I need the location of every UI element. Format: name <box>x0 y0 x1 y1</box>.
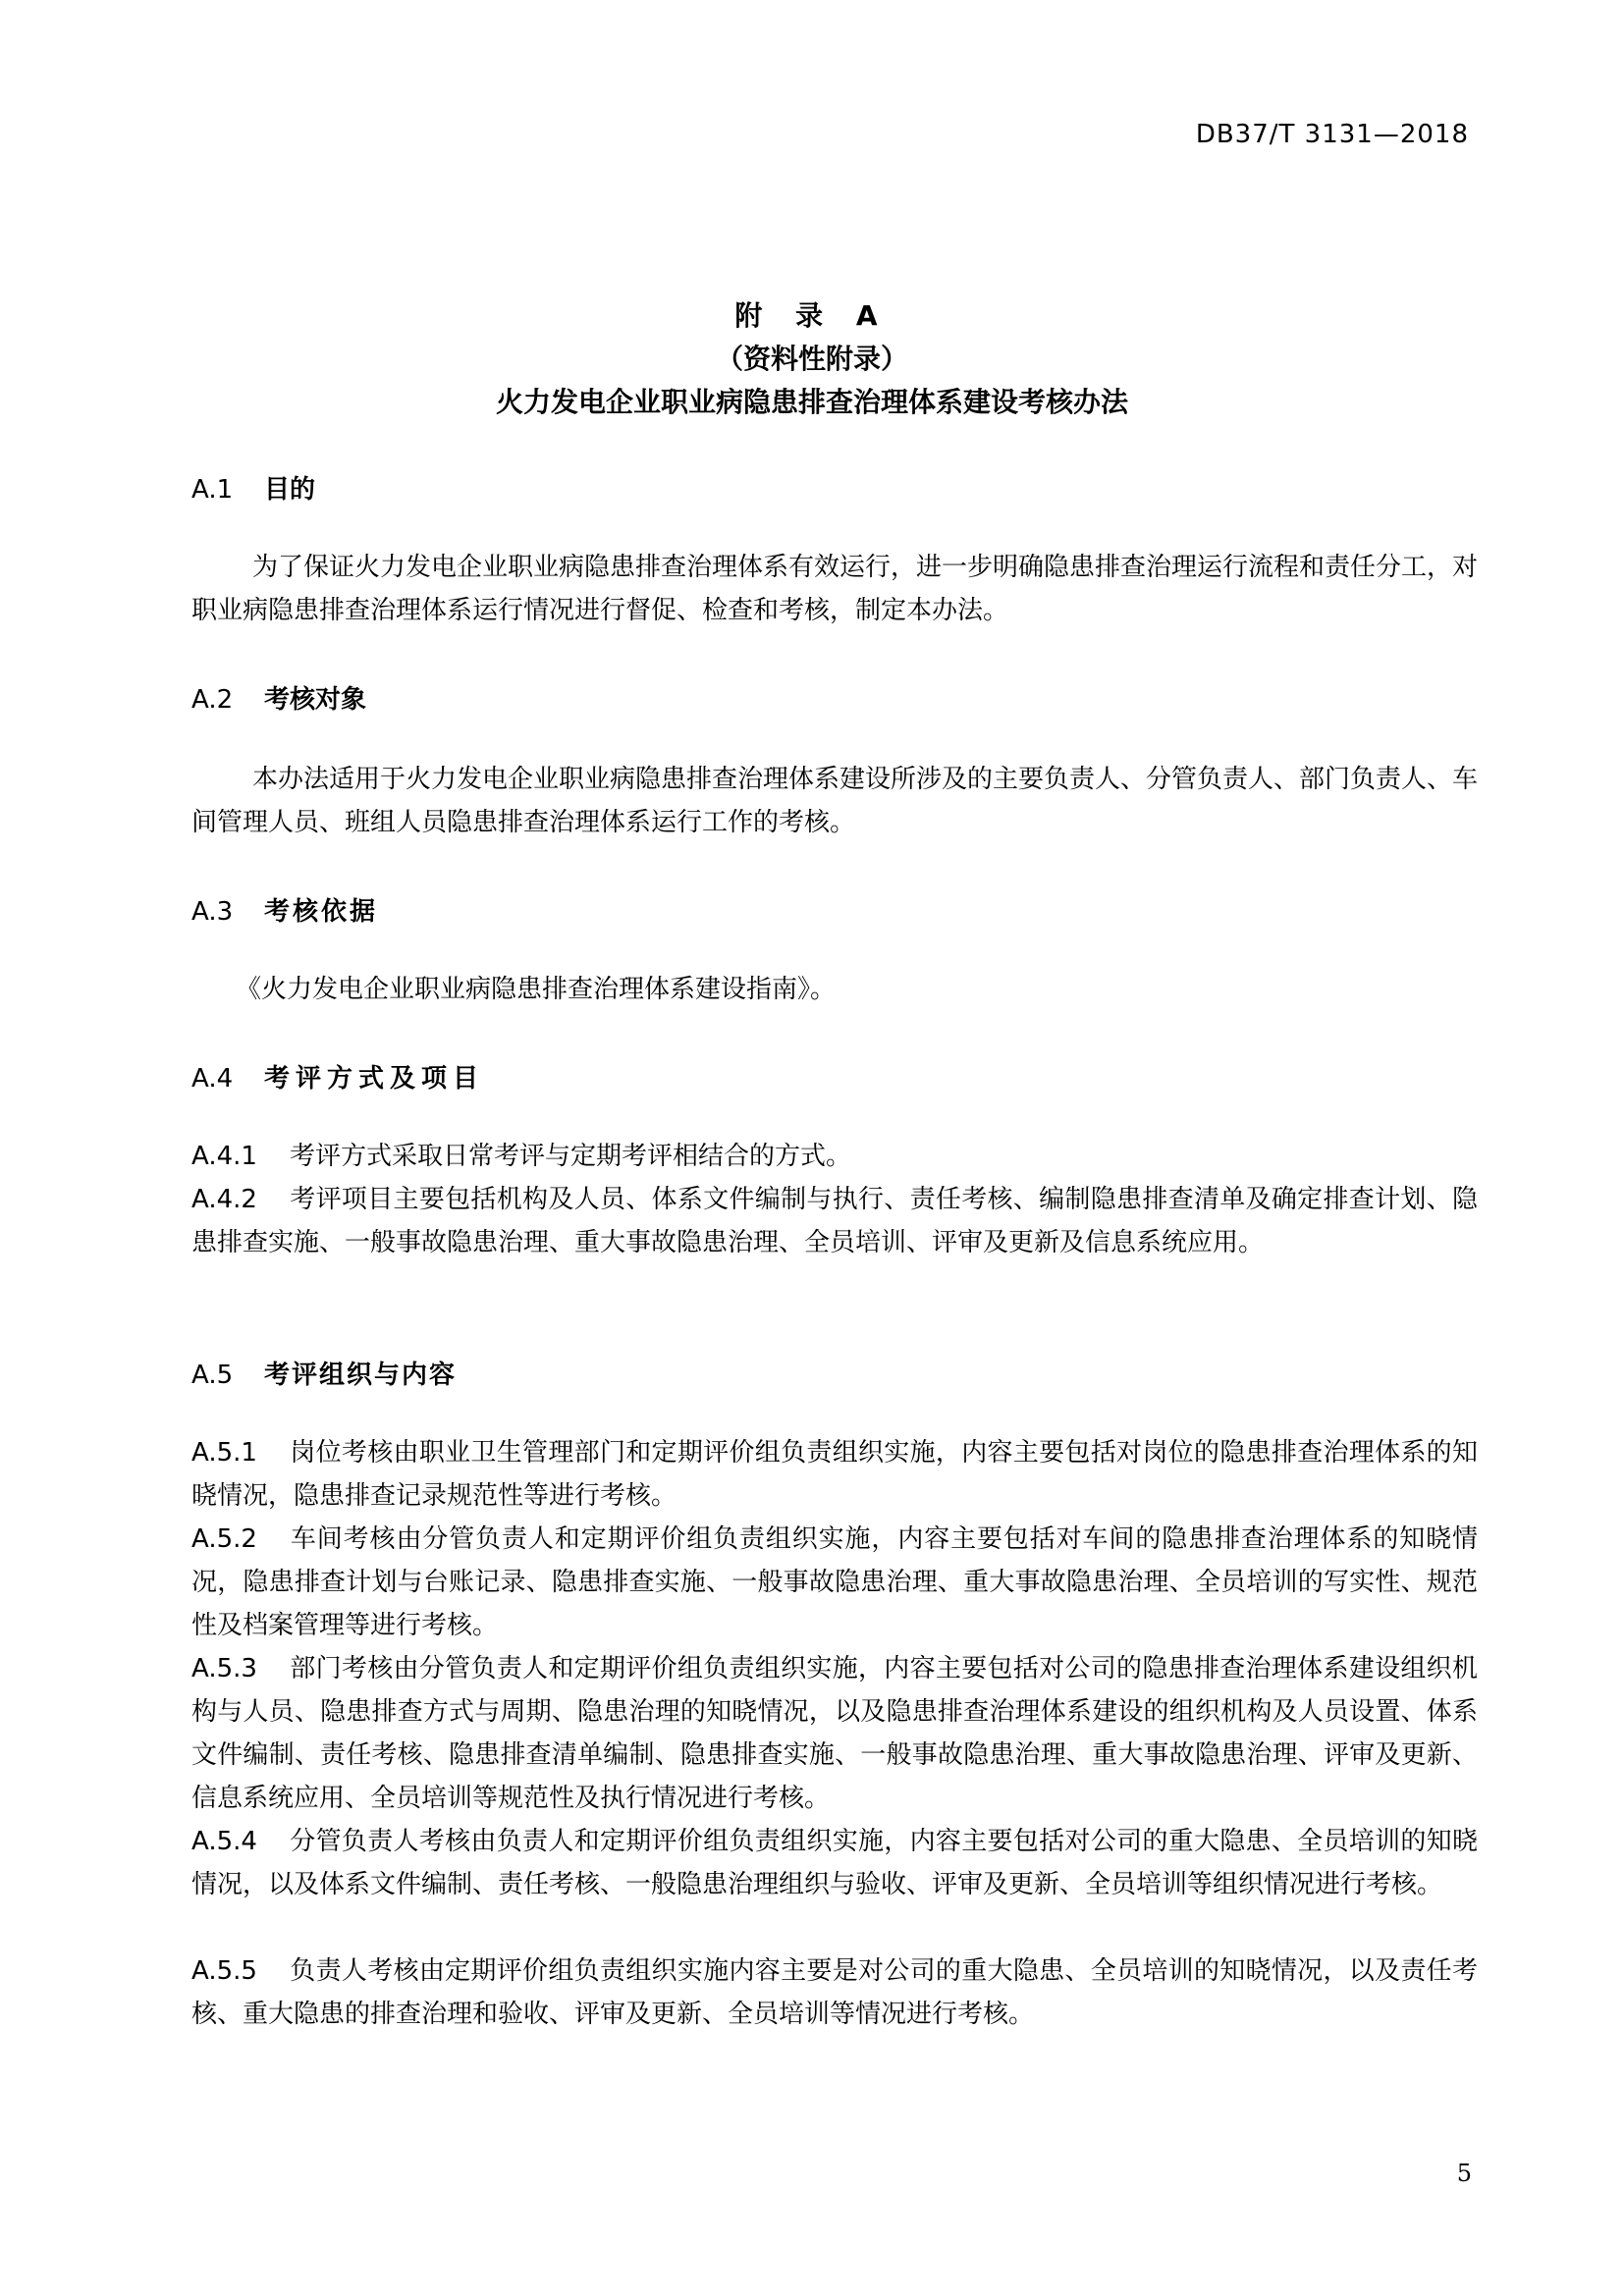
section-number: A.3 <box>191 897 234 927</box>
section-heading-a5 <box>191 1355 457 1391</box>
clause-text: 岗位考核由职业卫生管理部门和定期评价组负责组织实施，内容主要包括对岗位的隐患排查治理体系的知晓情况，隐患排查记录规范性等进行考核。 <box>191 1438 1478 1511</box>
section-title: 考核对象 <box>264 685 367 715</box>
clause-a5-1 <box>191 1431 1478 1518</box>
section-paragraph-a2: 本办法适用于火力发电企业职业病隐患排查治理体系建设所涉及的主要负责人、分管负责人、部门负责人、车间管理人员、班组人员隐患排查治理体系运行工作的考核。 <box>191 765 1479 837</box>
clause-a5-4 <box>191 1820 1478 1906</box>
clause-text: 考评方式采取日常考评与定期考评相结合的方式。 <box>290 1142 852 1171</box>
clause-a5-3 <box>191 1647 1478 1820</box>
clause-a4-2 <box>191 1178 1478 1264</box>
clause-number: A.5.1 <box>191 1438 257 1468</box>
section-heading-a2 <box>191 679 366 716</box>
clause-number: A.4.2 <box>191 1185 257 1214</box>
section-title: 考核依据 <box>264 897 379 927</box>
clause-a5-2 <box>191 1518 1478 1647</box>
clause-number: A.5.3 <box>191 1654 257 1683</box>
section-title: 考评组织与内容 <box>264 1361 458 1390</box>
clause-number: A.5.5 <box>191 1956 257 1986</box>
section-number: A.5 <box>191 1361 234 1390</box>
clause-text: 分管负责人考核由负责人和定期评价组负责组织实施，内容主要包括对公司的重大隐患、全员培训的知晓情况，以及体系文件编制、责任考核、一般隐患治理组织与验收、评审及更新、全员培训等组织情况进行考核。 <box>191 1827 1478 1899</box>
section-number: A.2 <box>191 685 234 715</box>
clause-number: A.4.1 <box>191 1142 257 1171</box>
section-paragraph-a3: 《火力发电企业职业病隐患排查治理体系建设指南》。 <box>236 975 837 1004</box>
clause-number: A.5.4 <box>191 1827 257 1856</box>
section-paragraph-a1: 为了保证火力发电企业职业病隐患排查治理体系有效运行，进一步明确隐患排查治理运行流程和责任分工，对职业病隐患排查治理体系运行情况进行督促、检查和考核，制定本办法。 <box>191 553 1479 625</box>
document-code: DB37/T 3131—2018 <box>1195 120 1469 149</box>
page-number: 5 <box>1456 2160 1472 2187</box>
clause-text: 考评项目主要包括机构及人员、体系文件编制与执行、责任考核、编制隐患排查清单及确定排查计划、隐患排查实施、一般事故隐患治理、重大事故隐患治理、全员培训、评审及更新及信息系统应用。 <box>191 1185 1478 1257</box>
section-heading-a1 <box>191 469 315 506</box>
clause-a4-1 <box>191 1135 1478 1178</box>
section-number: A.4 <box>191 1064 234 1094</box>
clause-a5-5 <box>191 1949 1478 2036</box>
appendix-nature: （资料性附录） <box>715 343 908 375</box>
appendix-title: 附 录 A <box>734 299 890 332</box>
appendix-name: 火力发电企业职业病隐患排查治理体系建设考核办法 <box>495 386 1128 418</box>
section-title: 目的 <box>264 475 316 505</box>
section-heading-a4 <box>191 1058 484 1095</box>
section-title: 考评方式及项目 <box>264 1064 485 1094</box>
clause-number: A.5.2 <box>191 1524 257 1554</box>
section-heading-a3 <box>191 891 378 928</box>
section-number: A.1 <box>191 475 234 505</box>
clause-text: 负责人考核由定期评价组负责组织实施内容主要是对公司的重大隐患、全员培训的知晓情况，以及责任考核、重大隐患的排查治理和验收、评审及更新、全员培训等情况进行考核。 <box>191 1956 1478 2029</box>
clause-text: 部门考核由分管负责人和定期评价组负责组织实施，内容主要包括对公司的隐患排查治理体系建设组织机构与人员、隐患排查方式与周期、隐患治理的知晓情况，以及隐患排查治理体系建设的组织机构及人员设置、体系文件编制、责任考核、隐患排查清单编制、隐患排查实施、一般事故隐患治理、重大事故隐患治理、评审及更新、信息系统应用、全员培训等规范性及执行情况进行考核。 <box>191 1654 1478 1813</box>
clause-text: 车间考核由分管负责人和定期评价组负责组织实施，内容主要包括对车间的隐患排查治理体系的知晓情况，隐患排查计划与台账记录、隐患排查实施、一般事故隐患治理、重大事故隐患治理、全员培训的写实性、规范性及档案管理等进行考核。 <box>191 1524 1478 1640</box>
